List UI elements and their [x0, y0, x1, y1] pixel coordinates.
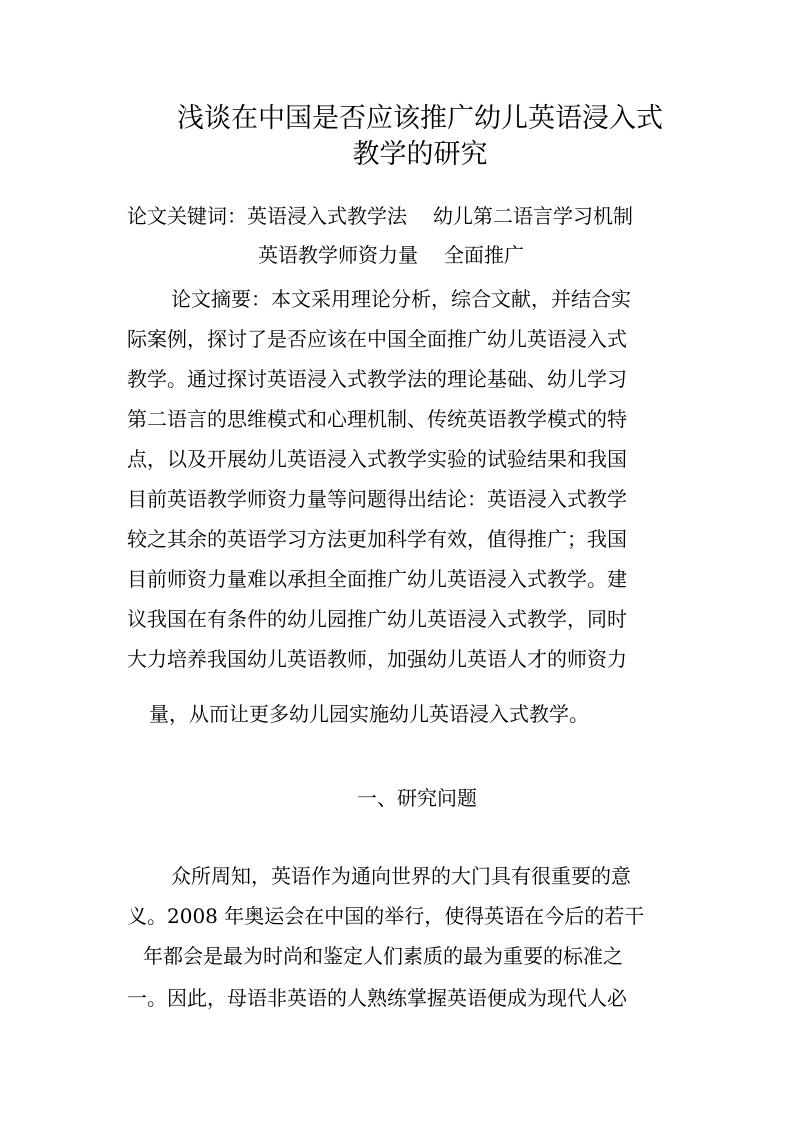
abstract-line: 际案例，探讨了是否应该在中国全面推广幼儿英语浸入式: [127, 327, 627, 351]
abstract-line: 目前英语教学师资力量等问题得出结论：英语浸入式教学: [127, 487, 627, 511]
abstract-line: 大力培养我国幼儿英语教师，加强幼儿英语人才的师资力: [127, 647, 627, 671]
body-line: 年都会是最为时尚和鉴定人们素质的最为重要的标准之: [143, 944, 623, 968]
abstract-line: 量，从而让更多幼儿园实施幼儿英语浸入式教学。: [149, 702, 589, 726]
abstract-line: 论文摘要：本文采用理论分析，综合文献，并结合实: [171, 287, 631, 311]
body-line: 众所周知，英语作为通向世界的大门具有很重要的意: [171, 864, 631, 888]
paper-title-line-1: 浅谈在中国是否应该推广幼儿英语浸入式: [177, 103, 663, 134]
abstract-line: 较之其余的英语学习方法更加科学有效，值得推广；我国: [127, 527, 627, 551]
abstract-line: 点，以及开展幼儿英语浸入式教学实验的试验结果和我国: [127, 447, 627, 471]
keywords-line-2: [258, 242, 524, 268]
section-heading-text: 一、研究问题: [357, 786, 477, 810]
keywords-label-and-first: 论文关键词：英语浸入式教学法: [127, 204, 407, 228]
abstract-line: 议我国在有条件的幼儿园推广幼儿英语浸入式教学，同时: [127, 607, 627, 631]
abstract-line: 目前师资力量难以承担全面推广幼儿英语浸入式教学。建: [127, 567, 627, 591]
keyword-second: 幼儿第二语言学习机制: [433, 204, 633, 228]
body-line: 一。因此，母语非英语的人熟练掌握英语便成为现代人必: [127, 986, 627, 1010]
section-heading: [0, 785, 794, 811]
abstract-line: 第二语言的思维模式和心理机制、传统英语教学模式的特: [127, 407, 627, 431]
keyword-fourth: 全面推广: [444, 243, 524, 267]
keyword-third: 英语教学师资力量: [258, 243, 418, 267]
body-line: 义。2008 年奥运会在中国的举行，使得英语在今后的若干: [127, 904, 645, 928]
paper-title-line-2: 教学的研究: [352, 139, 488, 170]
abstract-line: 教学。通过探讨英语浸入式教学法的理论基础、幼儿学习: [127, 367, 627, 391]
keywords-line-1: [127, 203, 633, 229]
